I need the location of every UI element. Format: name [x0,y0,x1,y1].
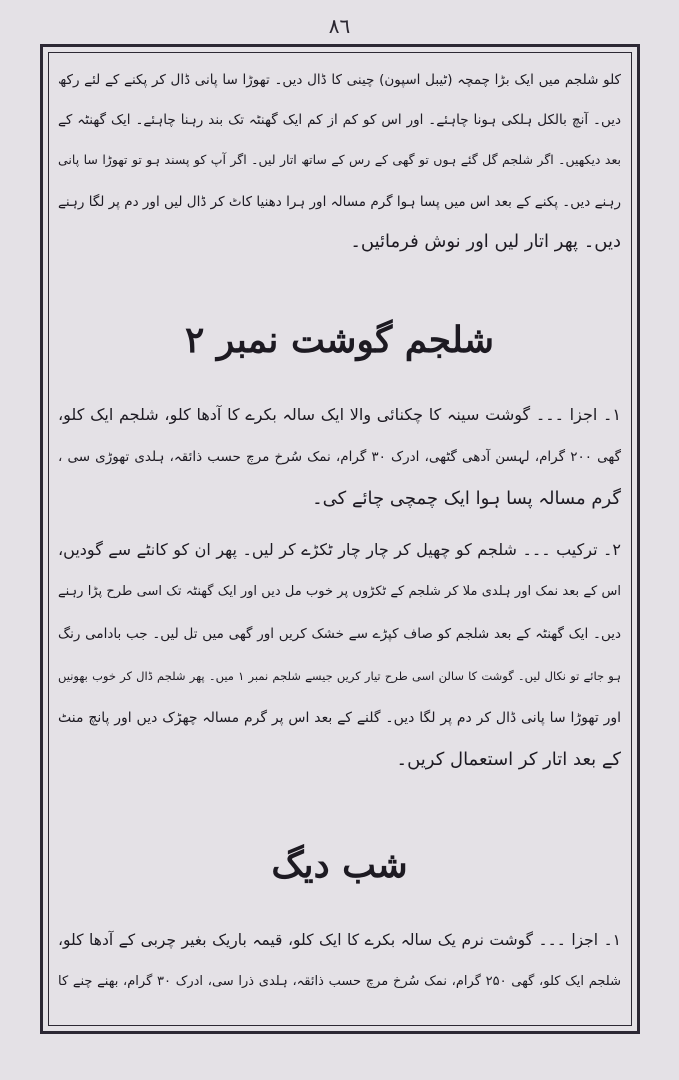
section2-ingredients-line-1: ۱۔ اجزا ۔۔۔ گوشت نرم یک سالہ بکرے کا ایک کلو، قیمہ باریک بغیر چربی کے آدھا کلو، [58,931,621,949]
section1-method-line-1: ۲۔ ترکیب ۔۔۔ شلجم کو چھیل کر چار چار ٹکڑے کر لیں۔ پھر ان کو کانٹے سے گودیں، [58,540,621,559]
section2-title: شب دیگ [271,844,408,886]
page-content [58,60,621,1025]
intro-line-3: بعد دیکھیں۔ اگر شلجم گل گئے ہوں تو گھی کے رس کے ساتھ اتار لیں۔ اگر آپ کو پسند ہو تو تھوڑا سا پانی [58,152,621,167]
section1-ingredients-line-3: گرم مسالہ پسا ہوا ایک چمچی چائے کی۔ [312,488,621,509]
section1-ingredients-line-2: گھی ۲۰۰ گرام، لہسن آدھی گٹھی، ادرک ۳۰ گرام، نمک سُرخ مرچ حسب ذائقہ، ہلدی تھوڑی سی ، [58,449,621,465]
intro-line-5: دیں۔ پھر اتار لیں اور نوش فرمائیں۔ [350,231,621,252]
intro-line-2: دیں۔ آنچ بالکل ہلکی ہونا چاہئے۔ اور اس کو کم از کم ایک گھنٹہ تک بند رہنا چاہئے۔ ایک گھنٹہ کے [58,112,621,128]
section1-method-line-6: کے بعد اتار کر استعمال کریں۔ [396,749,621,770]
section2-ingredients-line-2: شلجم ایک کلو، گھی ۲۵۰ گرام، نمک سُرخ مرچ حسب ذائقہ، ہلدی ذرا سی، ادرک ۳۰ گرام، بھنے چنے کا [58,974,621,989]
section1-ingredients-line-1: ۱۔ اجزا ۔۔۔ گوشت سینہ کا چکنائی والا ایک سالہ بکرے کا آدھا کلو، شلجم ایک کلو، [58,405,621,424]
section1-title: شلجم گوشت نمبر ۲ [184,319,495,361]
section1-method-line-4: ہو جائے تو نکال لیں۔ گوشت کا سالن اسی طرح تیار کریں جیسے شلجم نمبر ۱ میں۔ پھر شلجم ڈال کر خوب بھونیں [58,669,621,683]
section1-method-line-3: دیں۔ ایک گھنٹہ کے بعد شلجم کو صاف کپڑے سے خشک کریں اور گھی میں تل لیں۔ جب بادامی رنگ [58,626,621,642]
section1-method-line-2: اس کے بعد نمک اور ہلدی ملا کر شلجم کے ٹکڑوں پر خوب مل دیں اور ایک گھنٹہ تک اسی طرح پڑا رہنے [58,584,621,599]
intro-line-4: رہنے دیں۔ پکنے کے بعد اس میں پسا ہوا گرم مسالہ اور ہرا دھنیا کاٹ کر ڈال لیں اور دم پر لگا رہنے [58,194,621,210]
section1-method-line-5: اور تھوڑا سا پانی ڈال کر دم پر لگا دیں۔ گلنے کے بعد اس پر گرم مسالہ چھڑک دیں اور پانچ منٹ [58,710,621,726]
intro-line-1: کلو شلجم میں ایک بڑا چمچہ (ٹیبل اسپون) چینی کا ڈال دیں۔ تھوڑا سا پانی ڈال کر پکنے کے لئے رکھ [58,72,621,88]
page-number: ۸٦ [328,14,351,38]
